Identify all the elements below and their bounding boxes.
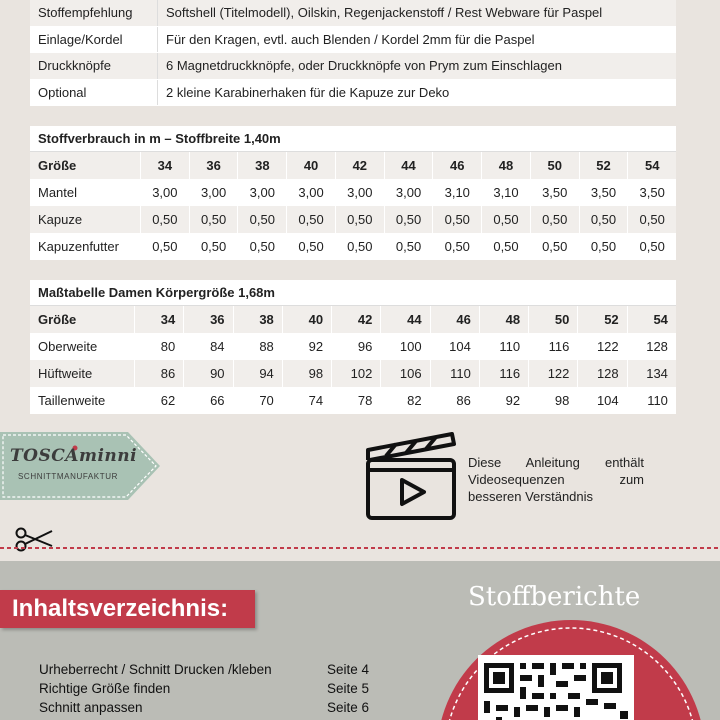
table-cell: 92 bbox=[479, 387, 528, 414]
table-row bbox=[30, 80, 676, 107]
row-label: Oberweite bbox=[38, 339, 98, 354]
table-cell: 78 bbox=[331, 387, 380, 414]
toc-item[interactable] bbox=[39, 700, 379, 718]
table-row bbox=[30, 27, 676, 54]
table-row bbox=[30, 179, 676, 206]
column-header: 44 bbox=[384, 152, 433, 179]
table-title: Maßtabelle Damen Körpergröße 1,68m bbox=[30, 280, 676, 306]
toc-heading: Inhaltsverzeichnis: bbox=[0, 590, 255, 628]
column-header: 40 bbox=[282, 306, 331, 333]
stoffberichte-title: Stoffberichte bbox=[468, 582, 641, 612]
row-label: Kapuzenfutter bbox=[38, 239, 119, 254]
column-header: 50 bbox=[530, 152, 579, 179]
column-header: 42 bbox=[331, 306, 380, 333]
table-cell: 134 bbox=[627, 360, 676, 387]
table-cell: 92 bbox=[282, 333, 331, 360]
column-header: 52 bbox=[579, 152, 628, 179]
row-label: Einlage/Kordel bbox=[30, 27, 158, 53]
table-title: Stoffverbrauch in m – Stoffbreite 1,40m bbox=[30, 126, 676, 152]
table-cell: 104 bbox=[577, 387, 626, 414]
table-cell: 0,50 bbox=[481, 206, 530, 233]
table-cell: 3,10 bbox=[432, 179, 481, 206]
table-cell: 86 bbox=[430, 387, 479, 414]
column-header: 48 bbox=[481, 152, 530, 179]
toc-item-title: Urheberrecht / Schnitt Drucken /kleben bbox=[39, 662, 272, 677]
table-cell: 116 bbox=[479, 360, 528, 387]
column-header: 34 bbox=[134, 306, 183, 333]
table-row bbox=[30, 333, 676, 360]
table-cell: 80 bbox=[134, 333, 183, 360]
toc-item-page: Seite 4 bbox=[327, 662, 370, 677]
table-cell: 0,50 bbox=[627, 233, 676, 260]
fabric-consumption-table bbox=[30, 126, 676, 260]
table-cell: 0,50 bbox=[432, 233, 481, 260]
table-row bbox=[30, 387, 676, 414]
column-header: 48 bbox=[479, 306, 528, 333]
table-cell: 3,50 bbox=[530, 179, 579, 206]
column-header: 42 bbox=[335, 152, 384, 179]
table-cell: 3,00 bbox=[335, 179, 384, 206]
table-row bbox=[30, 0, 676, 27]
table-cell: 0,50 bbox=[579, 233, 628, 260]
row-label: Kapuze bbox=[38, 212, 83, 227]
table-cell: 102 bbox=[331, 360, 380, 387]
row-label: Optional bbox=[30, 80, 158, 106]
column-header: 46 bbox=[432, 152, 481, 179]
cut-line-divider bbox=[0, 543, 720, 553]
bottom-section bbox=[0, 561, 720, 720]
table-cell: 3,00 bbox=[384, 179, 433, 206]
row-value: Softshell (Titelmodell), Oilskin, Regenjackenstoff / Rest Webware für Paspel bbox=[166, 5, 603, 20]
table-cell: 84 bbox=[183, 333, 232, 360]
video-note: Diese Anleitung enthält Videosequenzen zum besseren Verständnis bbox=[468, 455, 644, 504]
table-cell: 0,50 bbox=[481, 233, 530, 260]
table-cell: 128 bbox=[627, 333, 676, 360]
table-cell: 3,50 bbox=[579, 179, 628, 206]
table-cell: 106 bbox=[380, 360, 429, 387]
table-cell: 116 bbox=[528, 333, 577, 360]
row-value: Für den Kragen, evtl. auch Blenden / Kordel 2mm für die Paspel bbox=[166, 31, 535, 47]
table-cell: 3,10 bbox=[481, 179, 530, 206]
column-header: 38 bbox=[233, 306, 282, 333]
row-label: Hüftweite bbox=[38, 366, 93, 381]
table-cell: 0,50 bbox=[189, 233, 238, 260]
table-cell: 0,50 bbox=[627, 206, 676, 233]
toc-item-page: Seite 6 bbox=[327, 700, 370, 715]
table-cell: 3,00 bbox=[189, 179, 238, 206]
table-cell: 110 bbox=[430, 360, 479, 387]
row-value: 2 kleine Karabinerhaken für die Kapuze zur Deko bbox=[166, 84, 450, 100]
logo-tag-shape bbox=[0, 432, 162, 500]
table-cell: 0,50 bbox=[237, 233, 286, 260]
table-row bbox=[30, 53, 676, 80]
column-header: 34 bbox=[140, 152, 189, 179]
brand-logo bbox=[0, 432, 162, 500]
table-header-row bbox=[30, 152, 676, 179]
toc-item-title: Schnitt anpassen bbox=[39, 700, 143, 715]
table-cell: 122 bbox=[528, 360, 577, 387]
table-cell: 0,50 bbox=[384, 233, 433, 260]
column-header: 54 bbox=[627, 306, 676, 333]
table-cell: 0,50 bbox=[286, 206, 335, 233]
table-cell: 74 bbox=[282, 387, 331, 414]
table-cell: 0,50 bbox=[579, 206, 628, 233]
size-measurement-table bbox=[30, 280, 676, 414]
table-cell: 0,50 bbox=[140, 233, 189, 260]
column-header: Größe bbox=[38, 312, 77, 327]
table-cell: 0,50 bbox=[432, 206, 481, 233]
table-row bbox=[30, 206, 676, 233]
table-cell: 110 bbox=[627, 387, 676, 414]
table-cell: 98 bbox=[528, 387, 577, 414]
row-label: Mantel bbox=[38, 185, 78, 200]
row-label: Stoffempfehlung bbox=[30, 0, 158, 26]
table-cell: 0,50 bbox=[189, 206, 238, 233]
table-cell: 96 bbox=[331, 333, 380, 360]
toc-item[interactable] bbox=[39, 681, 379, 699]
column-header: 46 bbox=[430, 306, 479, 333]
table-cell: 0,50 bbox=[335, 233, 384, 260]
table-cell: 0,50 bbox=[530, 206, 579, 233]
table-cell: 110 bbox=[479, 333, 528, 360]
column-header: 38 bbox=[237, 152, 286, 179]
table-cell: 122 bbox=[577, 333, 626, 360]
table-cell: 128 bbox=[577, 360, 626, 387]
table-cell: 0,50 bbox=[384, 206, 433, 233]
column-header: 50 bbox=[528, 306, 577, 333]
video-clapperboard-icon bbox=[364, 426, 458, 522]
logo-subtitle: SCHNITTMANUFAKTUR bbox=[18, 472, 118, 481]
column-header: 54 bbox=[627, 152, 676, 179]
toc-item-page: Seite 5 bbox=[327, 681, 370, 696]
row-value: 6 Magnetdruckknöpfe, oder Druckknöpfe von Prym zum Einschlagen bbox=[166, 58, 562, 73]
column-header: 36 bbox=[189, 152, 238, 179]
table-cell: 70 bbox=[233, 387, 282, 414]
column-header: 40 bbox=[286, 152, 335, 179]
table-cell: 3,00 bbox=[140, 179, 189, 206]
table-cell: 0,50 bbox=[237, 206, 286, 233]
column-header: 52 bbox=[577, 306, 626, 333]
material-info-table bbox=[30, 0, 676, 106]
table-cell: 104 bbox=[430, 333, 479, 360]
row-label: Druckknöpfe bbox=[30, 53, 158, 79]
table-cell: 98 bbox=[282, 360, 331, 387]
table-cell: 0,50 bbox=[286, 233, 335, 260]
table-cell: 3,50 bbox=[627, 179, 676, 206]
table-cell: 0,50 bbox=[335, 206, 384, 233]
column-header: 44 bbox=[380, 306, 429, 333]
toc-item-title: Richtige Größe finden bbox=[39, 681, 171, 696]
row-label: Taillenweite bbox=[38, 393, 106, 408]
table-cell: 3,00 bbox=[237, 179, 286, 206]
table-cell: 90 bbox=[183, 360, 232, 387]
column-header: 36 bbox=[183, 306, 232, 333]
logo-brand: TOSCAminni bbox=[10, 446, 138, 466]
table-cell: 100 bbox=[380, 333, 429, 360]
table-cell: 86 bbox=[134, 360, 183, 387]
table-row bbox=[30, 360, 676, 387]
table-cell: 0,50 bbox=[140, 206, 189, 233]
table-cell: 3,00 bbox=[286, 179, 335, 206]
table-cell: 82 bbox=[380, 387, 429, 414]
table-cell: 62 bbox=[134, 387, 183, 414]
table-cell: 0,50 bbox=[530, 233, 579, 260]
column-header: Größe bbox=[38, 158, 77, 173]
table-cell: 88 bbox=[233, 333, 282, 360]
qr-code-badge[interactable] bbox=[436, 619, 706, 720]
toc-item[interactable] bbox=[39, 662, 379, 680]
table-row bbox=[30, 233, 676, 260]
table-cell: 94 bbox=[233, 360, 282, 387]
table-header-row bbox=[30, 306, 676, 333]
table-cell: 66 bbox=[183, 387, 232, 414]
